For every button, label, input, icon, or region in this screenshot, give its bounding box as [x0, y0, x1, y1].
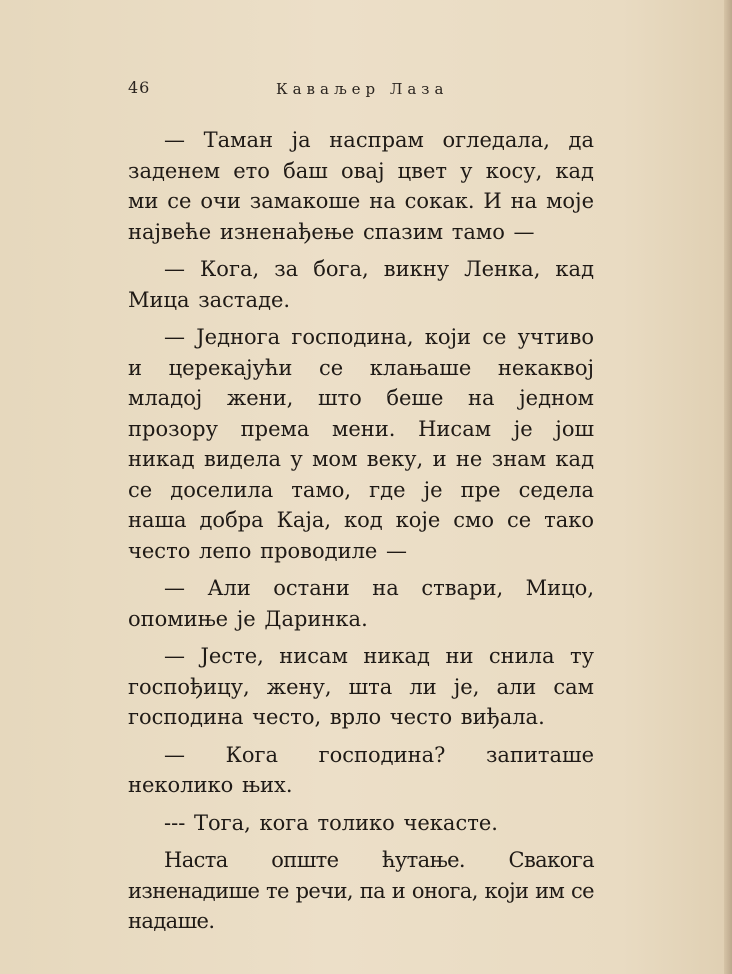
paragraph: Наста опште ћутање. Свакога изненадише те речи, па и онога, који им се надаше.: [128, 848, 594, 933]
running-title: Каваљер Лаза: [276, 80, 449, 98]
paragraph: — Таман ја наспрам огледала, да заденем ето баш овај цвет у косу, кад ми се очи замакоше на сокак. И на моје највеће изненађење спазим тамо —: [128, 128, 594, 244]
paragraph: — Јесте, нисам никад ни снила ту госпођицу, жену, шта ли је, али сам господина често, врло често виђала.: [128, 644, 594, 729]
page-number: 46: [128, 78, 151, 97]
paragraph: — Једнога господина, који се учтиво и церекајући се клањаше некаквој младој жени, што беше на једном прозору према мени. Нисам је још никад видела у мом веку, и не знам кад се доселила тамо, где је пре седела наша добра Каја, код које смо се тако често лепо проводиле —: [128, 325, 594, 563]
page-edge-shadow: [724, 0, 732, 974]
paragraph: — Кога, за бога, викну Ленка, кад Мица застаде.: [128, 257, 594, 312]
body-text: [128, 125, 594, 944]
paragraph: — Али остани на ствари, Мицо, опомиње је Даринка.: [128, 576, 594, 631]
paragraph: --- Тога, кога толико чекасте.: [164, 810, 498, 835]
paragraph: — Кога господина? запиташе неколико њих.: [128, 742, 594, 797]
